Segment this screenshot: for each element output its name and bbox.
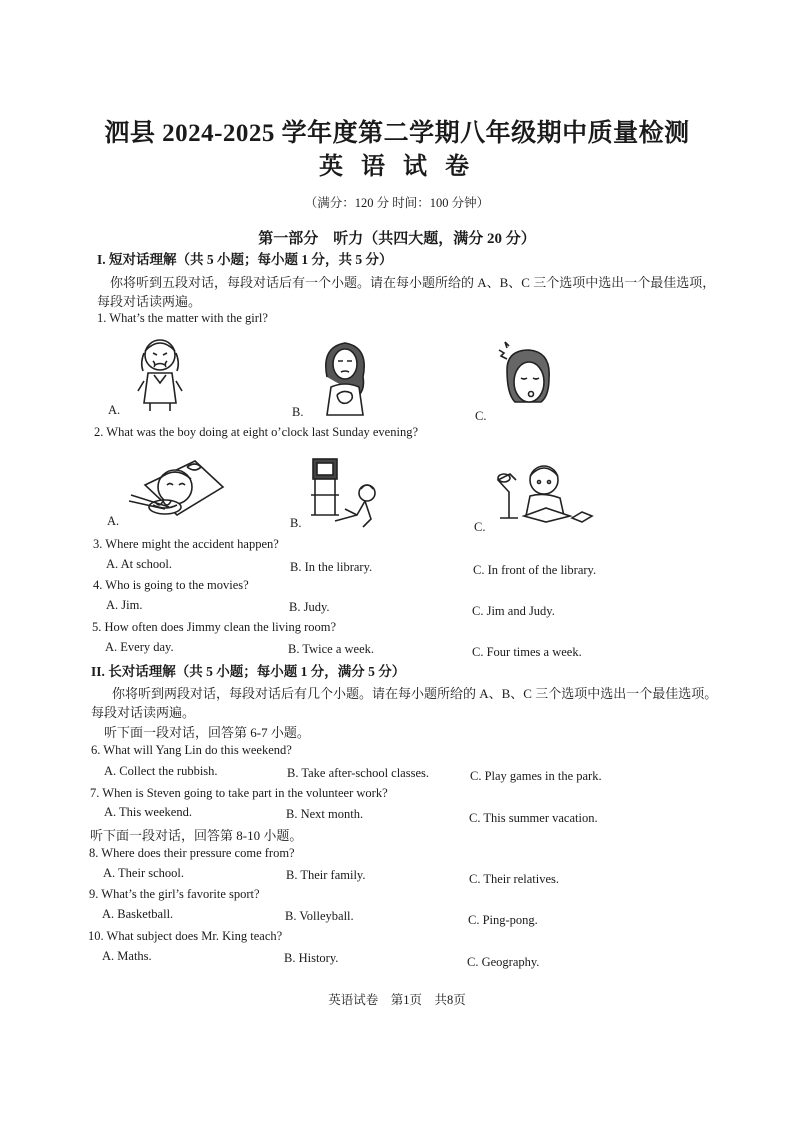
- q10-option-c[interactable]: C. Geography.: [467, 955, 540, 969]
- tired-woman-image: [315, 337, 375, 417]
- q6-option-a[interactable]: A. Collect the rubbish.: [104, 764, 218, 778]
- question-9: 9. What’s the girl’s favorite sport?: [89, 887, 260, 901]
- q8-option-b[interactable]: B. Their family.: [286, 868, 366, 882]
- q5-option-c[interactable]: C. Four times a week.: [472, 645, 582, 659]
- q2-option-a[interactable]: A.: [107, 514, 120, 528]
- q8-option-c[interactable]: C. Their relatives.: [469, 872, 560, 886]
- q1-option-a[interactable]: A.: [108, 403, 121, 417]
- q4-option-c[interactable]: C. Jim and Judy.: [472, 604, 555, 618]
- q3-option-c[interactable]: C. In front of the library.: [473, 563, 597, 577]
- section-one-instruction: 你将听到五段对话，每段对话后有一个小题。请在每小题所给的 A、B、C 三个选项中选出一个最佳选项，: [110, 275, 716, 290]
- q7-option-b[interactable]: B. Next month.: [286, 807, 364, 821]
- q2-option-b[interactable]: B.: [290, 516, 302, 530]
- section-two-title: II. 长对话理解（共 5 小题；每小题 1 分，满分 5 分）: [91, 664, 406, 679]
- section-one-title: I. 短对话理解（共 5 小题；每小题 1 分，共 5 分）: [97, 252, 393, 267]
- q4-option-b[interactable]: B. Judy.: [289, 600, 330, 614]
- q1-option-c[interactable]: C.: [475, 409, 487, 423]
- exam-subtitle: 英 语 试 卷: [319, 154, 475, 180]
- q9-option-a[interactable]: A. Basketball.: [102, 907, 174, 921]
- q5-option-b[interactable]: B. Twice a week.: [288, 642, 375, 656]
- section-two-instruction-cont: 每段对话读两遍。: [91, 705, 196, 720]
- headache-girl-image: [495, 340, 555, 425]
- question-1: 1. What’s the matter with the girl?: [97, 311, 268, 325]
- q7-option-a[interactable]: A. This weekend.: [104, 805, 192, 819]
- question-8: 8. Where does their pressure come from?: [89, 846, 295, 860]
- question-7: 7. When is Steven going to take part in the volunteer work?: [90, 786, 388, 800]
- q9-option-b[interactable]: B. Volleyball.: [285, 909, 354, 923]
- q2-option-c[interactable]: C.: [474, 520, 486, 534]
- boy-watching-tv-image: [305, 455, 385, 535]
- score-time-line: （满分：120 分 时间：100 分钟）: [304, 196, 490, 210]
- boy-eating-noodles-image: [125, 455, 225, 527]
- q4-option-a[interactable]: A. Jim.: [106, 598, 143, 612]
- q8-option-a[interactable]: A. Their school.: [103, 866, 185, 880]
- part-one-header: 第一部分 听力（共四大题，满分 20 分）: [258, 231, 536, 247]
- q10-option-a[interactable]: A. Maths.: [102, 949, 152, 963]
- q6-option-b[interactable]: B. Take after-school classes.: [287, 766, 429, 780]
- q9-option-c[interactable]: C. Ping-pong.: [468, 913, 538, 927]
- exam-title: 泗县 2024-2025 学年度第二学期八年级期中质量检测: [104, 120, 690, 147]
- question-3: 3. Where might the accident happen?: [93, 537, 279, 551]
- q3-option-a[interactable]: A. At school.: [106, 557, 172, 571]
- q5-option-a[interactable]: A. Every day.: [105, 640, 174, 654]
- question-10: 10. What subject does Mr. King teach?: [88, 929, 283, 943]
- section-two-instruction: 你将听到两段对话，每段对话后有几个小题。请在每小题所给的 A、B、C 三个选项中选出一个最佳选项。: [112, 686, 718, 701]
- q3-option-b[interactable]: B. In the library.: [290, 560, 373, 574]
- q1-option-b[interactable]: B.: [292, 405, 304, 419]
- question-2: 2. What was the boy doing at eight o’clock last Sunday evening?: [94, 425, 418, 439]
- crying-girl-image: [130, 333, 190, 413]
- page-footer: 英语试卷 第1页 共8页: [328, 993, 466, 1007]
- dialogue-two-note: 听下面一段对话，回答第 8-10 小题。: [90, 828, 303, 843]
- question-5: 5. How often does Jimmy clean the living room?: [92, 620, 337, 634]
- question-4: 4. Who is going to the movies?: [93, 578, 249, 592]
- boy-studying-image: [490, 458, 595, 528]
- q10-option-b[interactable]: B. History.: [284, 951, 339, 965]
- question-6: 6. What will Yang Lin do this weekend?: [91, 743, 292, 757]
- section-one-instruction-cont: 每段对话读两遍。: [97, 294, 202, 309]
- dialogue-one-note: 听下面一段对话，回答第 6-7 小题。: [104, 725, 310, 740]
- q6-option-c[interactable]: C. Play games in the park.: [470, 769, 602, 783]
- q7-option-c[interactable]: C. This summer vacation.: [469, 811, 598, 825]
